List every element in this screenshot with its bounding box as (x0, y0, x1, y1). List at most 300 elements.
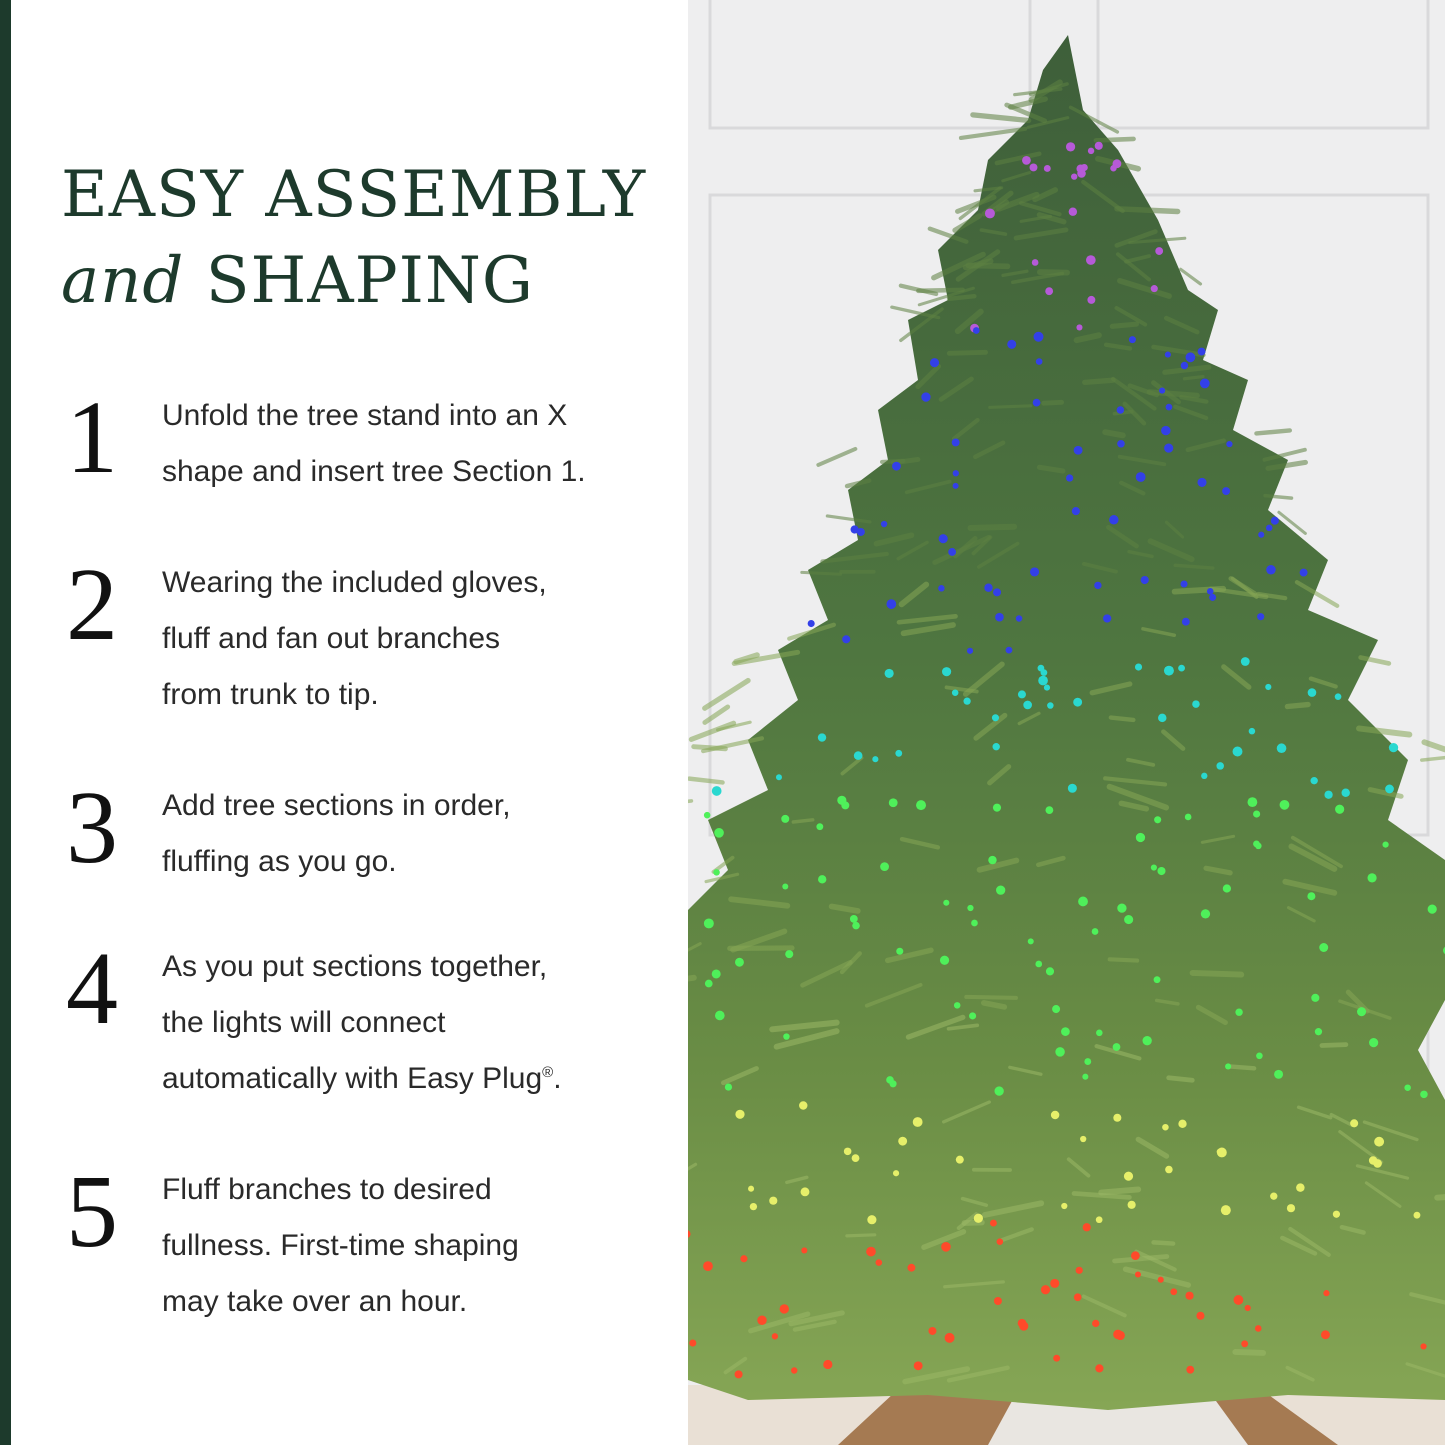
step-text-line: fluffing as you go. (162, 845, 397, 878)
tree-light (1142, 1036, 1151, 1045)
step-text (162, 388, 662, 500)
tree-light (1076, 1267, 1083, 1274)
tree-branch (1184, 377, 1203, 379)
tree-light (963, 698, 970, 705)
tree-light (898, 1137, 907, 1146)
tree-light (1166, 404, 1173, 411)
tree-light (1270, 1193, 1277, 1200)
tree-light (1234, 1295, 1244, 1305)
step-number: 5 (66, 1154, 118, 1269)
christmas-tree-icon (688, 0, 1445, 1445)
tree-branch (1287, 705, 1308, 707)
tree-light (1181, 362, 1188, 369)
tree-light (689, 1339, 696, 1346)
tree-light (1095, 1364, 1103, 1372)
step-number: 1 (66, 380, 118, 495)
tree-light (973, 327, 980, 334)
tree-light (783, 1033, 789, 1039)
tree-light (1113, 159, 1122, 168)
tree-light (990, 1220, 997, 1227)
tree-light (1221, 1205, 1231, 1215)
tree-light (1385, 785, 1394, 794)
tree-light (969, 1012, 976, 1019)
tree-light (1036, 358, 1043, 365)
tree-light (1034, 332, 1044, 342)
tree-light (704, 812, 711, 819)
tree-light (1092, 1320, 1099, 1327)
tree-light (850, 915, 858, 923)
tree-light (1223, 884, 1231, 892)
tree-light (1030, 163, 1038, 171)
tree-branch (918, 290, 962, 291)
tree-light (872, 756, 878, 762)
tree-light (1033, 399, 1041, 407)
tree-light (941, 1242, 951, 1252)
tree-light (712, 969, 721, 978)
tree-light (1249, 728, 1256, 735)
tree-branch (1169, 1078, 1193, 1081)
tree-branch (1105, 432, 1123, 435)
tree-light (985, 208, 995, 218)
tree-light (791, 1367, 797, 1373)
tree-light (1271, 517, 1279, 525)
tree-light (1324, 791, 1332, 799)
tree-light (967, 648, 973, 654)
tree-light (967, 905, 973, 911)
tree-light (1185, 1292, 1193, 1300)
tree-light (995, 613, 1004, 622)
tree-light (866, 1247, 876, 1257)
tree-light (801, 1187, 810, 1196)
tree-branch (1265, 496, 1291, 498)
tree-light (1151, 864, 1157, 870)
tree-light (1050, 1279, 1059, 1288)
tree-light (948, 548, 956, 556)
tree-light (1136, 833, 1145, 842)
tree-light (740, 1255, 747, 1262)
tree-light (1255, 1325, 1262, 1332)
tree-light (1157, 867, 1165, 875)
tree-branch (1322, 1045, 1346, 1046)
tree-light (1296, 1183, 1304, 1191)
tree-light (1095, 142, 1103, 150)
tree-branch (966, 997, 1016, 998)
tree-light (1341, 789, 1349, 797)
tree-light (1084, 1058, 1091, 1065)
tree-light (1248, 797, 1258, 807)
tree-light (1117, 440, 1125, 448)
tree-light (1068, 784, 1077, 793)
tree-light (939, 534, 948, 543)
tree-light (816, 823, 823, 830)
tree-light (1158, 714, 1166, 722)
tree-light (996, 886, 1005, 895)
tree-light (952, 438, 960, 446)
step-number: 4 (66, 931, 118, 1046)
tree-light (921, 392, 930, 401)
tree-branch (971, 527, 1015, 528)
tree-light (844, 1148, 852, 1156)
tree-light (953, 483, 959, 489)
tree-light (1420, 1343, 1426, 1349)
tree-light (1096, 1216, 1103, 1223)
tree-light (1159, 387, 1165, 393)
tree-light (1113, 1114, 1121, 1122)
tree-light (876, 1259, 883, 1266)
tree-light (1241, 657, 1250, 666)
tree-light (1258, 532, 1264, 538)
step-text-line: fluff and fan out branches (162, 622, 501, 655)
tree-light (1069, 208, 1077, 216)
tree-light (1158, 1277, 1164, 1283)
tree-branch (1117, 209, 1178, 212)
tree-light (1315, 1028, 1322, 1035)
tree-branch (802, 572, 841, 574)
tree-light (1131, 1251, 1140, 1260)
step-text (162, 939, 662, 1107)
tree-light (1018, 690, 1026, 698)
page-title (61, 152, 646, 324)
tree-light (893, 1170, 899, 1176)
tree-light (1389, 743, 1398, 752)
tree-light (1072, 507, 1080, 515)
tree-light (1135, 663, 1142, 670)
accent-stripe (0, 0, 11, 1445)
tree-light (1096, 1030, 1103, 1037)
tree-branch (1110, 959, 1137, 960)
tree-light (895, 750, 902, 757)
step-text-period: . (553, 1062, 562, 1095)
tree-light (1185, 814, 1192, 821)
tree-light (705, 980, 713, 988)
tree-light (896, 948, 903, 955)
tree-light (886, 599, 896, 609)
tree-light (1216, 762, 1224, 770)
tree-light (1182, 618, 1190, 626)
tree-light (938, 585, 944, 591)
tree-light (1053, 1355, 1060, 1362)
tree-light (1082, 1074, 1088, 1080)
tree-light (712, 786, 722, 796)
tree-light (772, 1333, 778, 1339)
tree-branch (1235, 1352, 1263, 1353)
tree-light (1335, 805, 1344, 814)
tree-light (1226, 441, 1232, 447)
instructions-panel (11, 0, 688, 1445)
tree-branch (990, 406, 1031, 408)
tree-light (1041, 1285, 1050, 1294)
tree-light (993, 743, 1000, 750)
tree-light (782, 883, 788, 889)
tree-light (993, 804, 1001, 812)
tree-light (1074, 1293, 1082, 1301)
tree-light (956, 1156, 964, 1164)
tree-light (735, 958, 744, 967)
tree-light (1083, 1223, 1091, 1231)
tree-light (1374, 1137, 1384, 1147)
tree-branch (1044, 402, 1062, 403)
step-text-line: Wearing the included gloves, (162, 566, 547, 599)
tree-light (1030, 567, 1039, 576)
tree-light (1266, 525, 1272, 531)
tree-light (1164, 444, 1173, 453)
tree-light (1170, 1288, 1177, 1295)
tree-light (1209, 594, 1216, 601)
tree-light (994, 1297, 1002, 1305)
tree-light (725, 1083, 732, 1090)
tree-light (1350, 1119, 1358, 1127)
tree-light (885, 669, 894, 678)
tree-light (1154, 976, 1161, 983)
christmas-tree-photo (688, 0, 1445, 1445)
tree-light (757, 1316, 766, 1325)
tree-light (1032, 259, 1039, 266)
tree-light (913, 1117, 923, 1127)
tree-light (1287, 1204, 1295, 1212)
registered-mark: ® (542, 1064, 554, 1081)
tree-light (1274, 1070, 1283, 1079)
tree-light (997, 1238, 1004, 1245)
tree-light (889, 798, 898, 807)
tree-light (1217, 1149, 1223, 1155)
tree-light (1081, 164, 1088, 171)
tree-light (1094, 582, 1101, 589)
tree-branch (1040, 272, 1067, 273)
tree-light (1046, 967, 1054, 975)
tree-light (1038, 665, 1045, 672)
tree-light (1335, 693, 1342, 700)
tree-light (1307, 892, 1315, 900)
tree-light (928, 1327, 936, 1335)
tree-light (1047, 702, 1054, 709)
tree-light (1369, 1038, 1378, 1047)
step-text-line: As you put sections together, (162, 950, 548, 983)
tree-light (735, 1370, 743, 1378)
tree-light (1071, 173, 1077, 179)
tree-light (1404, 1084, 1411, 1091)
tree-light (818, 875, 826, 883)
tree-light (1087, 296, 1095, 304)
tree-light (1201, 909, 1210, 918)
tree-light (1321, 1330, 1330, 1339)
tree-light (1044, 684, 1050, 690)
tree-light (1006, 647, 1013, 654)
tree-light (1088, 148, 1094, 154)
step-text-line: automatically with Easy Plug (162, 1062, 543, 1095)
tree-light (1051, 1111, 1059, 1119)
step-text-line: may take over an hour. (162, 1285, 468, 1318)
tree-light (776, 774, 782, 780)
tree-light (1109, 515, 1118, 524)
tree-light (1225, 1063, 1231, 1069)
tree-light (1061, 1027, 1070, 1036)
title-italic-word: and (61, 244, 185, 318)
tree-light (1253, 810, 1260, 817)
tree-light (984, 584, 992, 592)
tree-light (1022, 156, 1031, 165)
step-text-line: Fluff branches to desired (162, 1173, 492, 1206)
step-text-line: from trunk to tip. (162, 678, 379, 711)
tree-light (993, 588, 1001, 596)
step-text-line: shape and insert tree Section 1. (162, 455, 586, 488)
tree-light (1155, 247, 1163, 255)
tree-light (748, 1186, 754, 1192)
tree-branch (1231, 1067, 1254, 1069)
step-text-line: fullness. First-time shaping (162, 1229, 519, 1262)
tree-light (1308, 688, 1317, 697)
tree-light (1420, 1091, 1428, 1099)
tree-light (1164, 666, 1174, 676)
tree-light (1124, 1172, 1133, 1181)
step-number: 2 (66, 547, 118, 662)
tree-light (1414, 1212, 1421, 1219)
tree-branch (847, 1235, 875, 1236)
tree-light (801, 1247, 807, 1253)
tree-light (1245, 1305, 1251, 1311)
tree-light (881, 521, 887, 527)
tree-branch (1256, 430, 1289, 433)
tree-light (1136, 472, 1146, 482)
tree-light (930, 358, 939, 367)
tree-light (713, 869, 720, 876)
tree-branch (694, 747, 726, 749)
tree-light (1310, 777, 1317, 784)
tree-light (1207, 588, 1214, 595)
tree-light (1180, 580, 1187, 587)
tree-light (1241, 1340, 1248, 1347)
tree-light (1038, 676, 1048, 686)
tree-light (1019, 1322, 1028, 1331)
tree-branch (949, 352, 985, 353)
tree-light (1129, 336, 1136, 343)
tree-light (1076, 324, 1082, 330)
tree-light (1028, 938, 1034, 944)
tree-light (1066, 142, 1075, 151)
tree-light (837, 796, 846, 805)
tree-light (1045, 806, 1053, 814)
tree-light (971, 920, 978, 927)
tree-light (1151, 285, 1158, 292)
tree-light (1141, 576, 1149, 584)
step-text (162, 778, 662, 890)
tree-light (1080, 1136, 1086, 1142)
tree-branch (1096, 139, 1134, 140)
tree-light (1178, 665, 1185, 672)
tree-branch (1111, 718, 1134, 720)
tree-light (704, 918, 714, 928)
tree-branch (1085, 380, 1113, 382)
step-text-line: Unfold the tree stand into an X (162, 399, 568, 432)
tree-light (995, 1086, 1004, 1095)
tree-light (953, 470, 959, 476)
tree-branch (1149, 392, 1197, 396)
tree-light (769, 1197, 777, 1205)
tree-light (1078, 897, 1088, 907)
title-line-2 (61, 238, 646, 324)
tree-light (1074, 446, 1083, 455)
tree-light (945, 1333, 955, 1343)
tree-light (1016, 615, 1022, 621)
title-line-1: EASY ASSEMBLY (61, 158, 647, 232)
tree-light (1201, 773, 1207, 779)
tree-light (1265, 684, 1271, 690)
tree-light (1165, 352, 1171, 358)
tree-light (1178, 1120, 1186, 1128)
tree-light (785, 950, 793, 958)
tree-light (1200, 379, 1210, 389)
tree-light (1007, 340, 1016, 349)
tree-light (750, 1203, 757, 1210)
tree-light (1154, 816, 1161, 823)
tree-light (914, 1361, 923, 1370)
tree-light (1052, 1005, 1060, 1013)
step-text (162, 1162, 662, 1330)
tree-light (886, 1076, 894, 1084)
tree-light (1128, 1201, 1136, 1209)
tree-light (1023, 701, 1032, 710)
tree-light (1357, 1007, 1366, 1016)
tree-light (1092, 928, 1099, 935)
step-number: 3 (66, 770, 118, 885)
tree-branch (949, 296, 974, 299)
tree-light (1198, 348, 1206, 356)
tree-light (1197, 478, 1206, 487)
tree-light (867, 1215, 876, 1224)
tree-light (1073, 698, 1082, 707)
tree-light (1061, 1203, 1067, 1209)
tree-light (1280, 800, 1290, 810)
tree-light (1135, 1272, 1141, 1278)
tree-light (852, 1154, 860, 1162)
tree-branch (1101, 1189, 1138, 1192)
tree-light (1253, 841, 1260, 848)
tree-light (1367, 873, 1376, 882)
tree-light (714, 828, 724, 838)
tree-light (892, 462, 901, 471)
tree-light (1161, 426, 1170, 435)
tree-light (1186, 352, 1196, 362)
tree-light (1117, 406, 1125, 414)
tree-light (1266, 565, 1275, 574)
tree-light (1222, 487, 1230, 495)
tree-light (916, 800, 926, 810)
tree-light (1162, 1124, 1169, 1131)
tree-light (799, 1101, 807, 1109)
tree-light (1055, 1047, 1065, 1057)
tree-light (1373, 1159, 1382, 1168)
tree-light (808, 620, 815, 627)
tree-light (942, 667, 951, 676)
tree-light (1192, 700, 1199, 707)
tree-light (1382, 841, 1388, 847)
tree-light (1103, 614, 1111, 622)
tree-light (703, 1261, 713, 1271)
tree-light (952, 689, 959, 696)
tree-light (1333, 1211, 1340, 1218)
tree-light (1035, 961, 1042, 968)
tree-light (1311, 994, 1319, 1002)
step-text (162, 555, 662, 723)
tree-light (1428, 905, 1437, 914)
tree-light (1113, 1330, 1122, 1339)
tree-branch (1193, 973, 1242, 975)
tree-branch (1112, 324, 1136, 326)
tree-light (854, 751, 863, 760)
tree-light (1235, 1009, 1242, 1016)
tree-light (1300, 569, 1308, 577)
tree-branch (1154, 1242, 1174, 1243)
tree-light (781, 815, 789, 823)
